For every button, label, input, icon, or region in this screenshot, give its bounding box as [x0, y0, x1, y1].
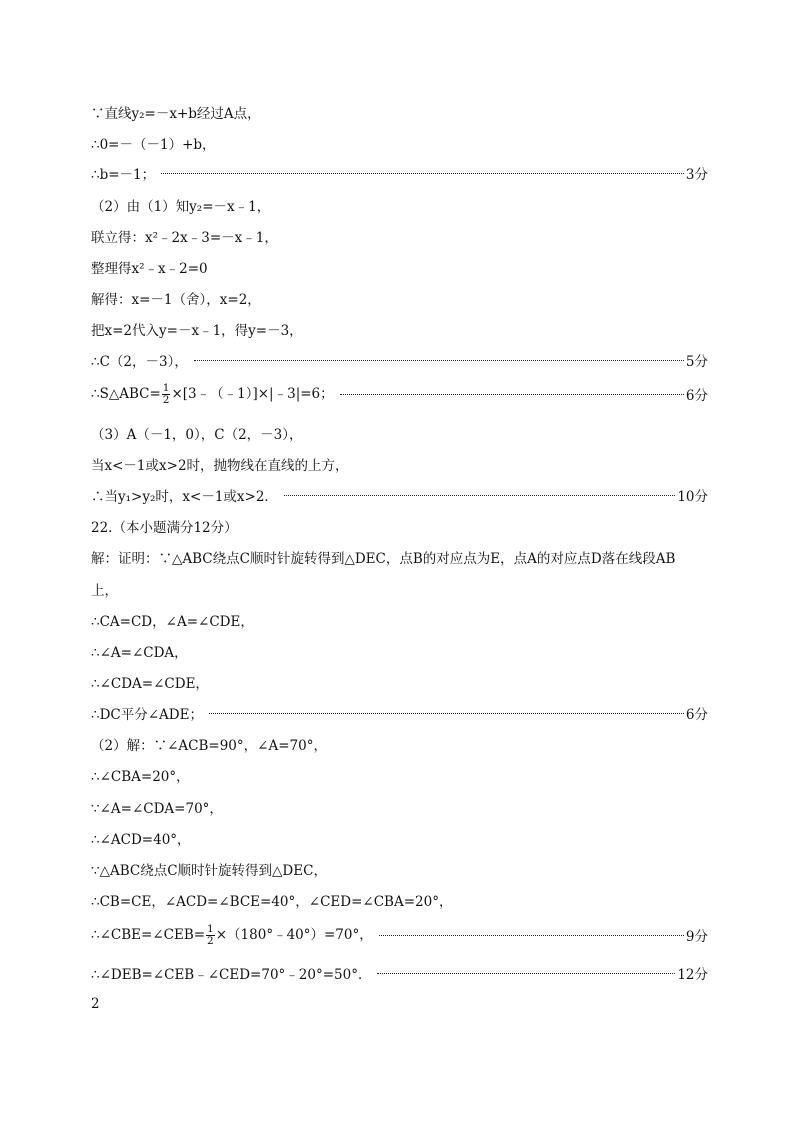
solution-line: 上，	[91, 583, 118, 599]
dotted-leader	[340, 394, 684, 395]
score-label: 10分	[677, 489, 708, 505]
solution-line: ∴DC平分∠ADE； 6分	[91, 702, 708, 724]
solution-line: ∴b=－1； 3分	[91, 162, 708, 184]
score-label: 3分	[685, 167, 708, 183]
dotted-leader	[284, 495, 675, 496]
score-label: 6分	[685, 707, 708, 723]
solution-line: 整理得x²﹣x﹣2=0	[91, 261, 208, 277]
fraction: $\frac{1}{2}$	[162, 382, 170, 406]
solution-line: ∵直线y₂=－x+b经过A点，	[91, 106, 261, 122]
dotted-leader	[209, 713, 684, 714]
solution-line: ∴∠CBE=∠CEB= $\frac{1}{2}$ ×（180°﹣40°）=70°， 9分	[91, 923, 708, 947]
solution-line: （2）解：∵∠ACB=90°，∠A=70°，	[91, 738, 327, 754]
solution-line: （2）由（1）知y₂=－x﹣1，	[91, 199, 271, 215]
solution-line: ∵∠A=∠CDA=70°，	[91, 801, 223, 817]
solution-line: ∴∠CBA=20°，	[91, 769, 190, 785]
solution-line: ∵△ABC绕点C顺时针旋转得到△DEC，	[91, 863, 327, 879]
dotted-leader	[194, 360, 684, 361]
solution-line: ∴C（2，－3）， 5分	[91, 349, 708, 371]
solution-line: ∴S△ABC= $\frac{1}{2}$ ×[3﹣（﹣1）]×|﹣3|=6； 6分	[91, 382, 708, 406]
dotted-leader	[377, 973, 675, 974]
solution-line: 把x=2代入y=－x﹣1，得y=－3，	[91, 323, 303, 339]
solution-line: 解：证明：∵△ABC绕点C顺时针旋转得到△DEC，点B的对应点为E，点A的对应点D落在线段AB	[91, 551, 676, 567]
fraction: $\frac{1}{2}$	[207, 923, 214, 947]
solution-line: ∴∠ACD=40°，	[91, 832, 191, 848]
solution-line: ∴0=－（－1）+b，	[91, 137, 216, 153]
score-label: 12分	[677, 967, 708, 983]
solution-line: ∴CB=CE，∠ACD=∠BCE=40°，∠CED=∠CBA=20°，	[91, 894, 453, 910]
solution-line: ∴CA=CD，∠A=∠CDE，	[91, 614, 254, 630]
solution-line: ∴∠CDA=∠CDE，	[91, 676, 209, 692]
dotted-leader	[161, 173, 684, 174]
solution-line: 当x<－1或x>2时，抛物线在直线的上方，	[91, 458, 349, 474]
solution-line: ∴∠DEB=∠CEB﹣∠CED=70°﹣20°=50°． 12分	[91, 962, 708, 984]
score-label: 5分	[685, 354, 708, 370]
score-label: 9分	[685, 929, 708, 945]
score-label: 6分	[685, 388, 708, 404]
solution-line: （3）A（－1，0），C（2，－3），	[91, 427, 303, 443]
dotted-leader	[379, 935, 684, 936]
solution-line: ∴∠A=∠CDA，	[91, 645, 188, 661]
question-heading: 22.（本小题满分12分）	[91, 520, 238, 536]
solution-line: 联立得：x²﹣2x﹣3=－x﹣1，	[91, 230, 278, 246]
solution-line: ∴当y₁>y₂时，x<－1或x>2． 10分	[91, 484, 708, 506]
page-number: 2	[91, 996, 100, 1012]
solution-line: 解得：x=－1（舍），x=2，	[91, 292, 261, 308]
